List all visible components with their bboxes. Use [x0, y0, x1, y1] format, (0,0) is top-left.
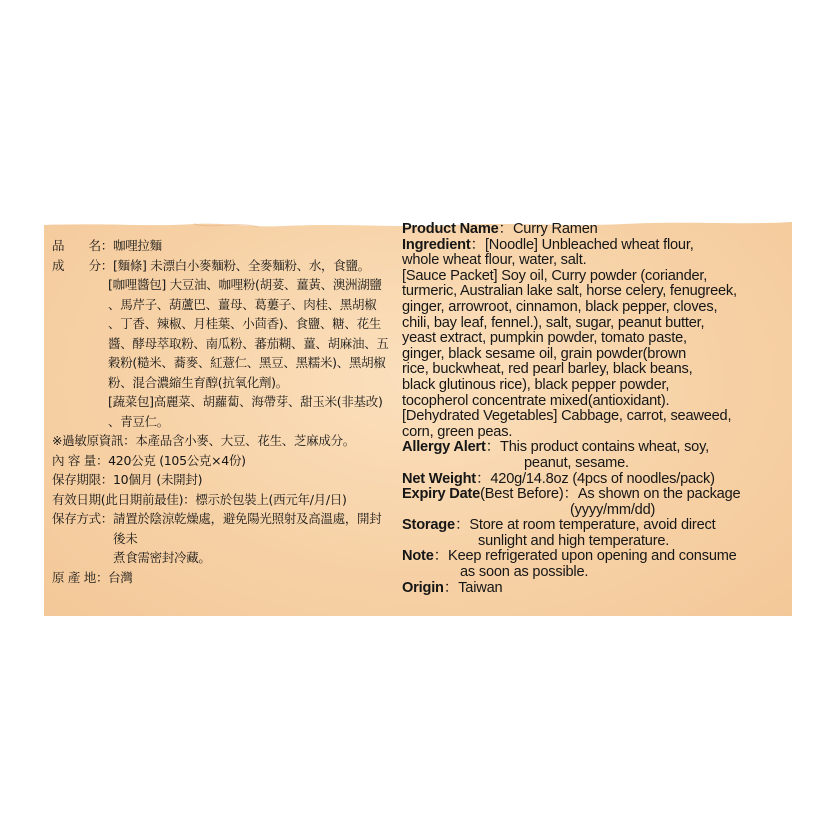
- ingredient-label-card: [44, 218, 792, 616]
- en-sauce-line-7: rice, buckwheat, red pearl barley, black beans,: [402, 361, 693, 378]
- en-storage-row: Storage：Store at room temperature, avoid direct: [402, 517, 716, 534]
- en-product-name-value: Curry Ramen: [512, 221, 598, 237]
- zh-sauce-line-3: 、丁香、辣椒、月桂葉、小茴香)、食鹽、糖、花生: [108, 316, 381, 331]
- zh-shelf-life-row: [52, 470, 392, 490]
- zh-origin-label: 原 產 地：: [52, 569, 109, 585]
- en-note-line-2: as soon as possible.: [460, 564, 589, 581]
- zh-sauce-block: [52, 275, 392, 392]
- chinese-info-column: [52, 236, 392, 587]
- en-sauce-line-1: [Sauce Packet] Soy oil, Curry powder (coriander,: [402, 267, 708, 284]
- en-sauce-line-5: yeast extract, pumpkin powder, tomato paste,: [402, 330, 687, 347]
- zh-origin-row: [52, 568, 392, 588]
- en-expiry-label: Expiry Date: [402, 486, 481, 503]
- en-sauce-line-2: turmeric, Australian lake salt, horse celery, fenugreek,: [402, 283, 737, 300]
- en-sauce-line-3: ginger, arrowroot, cinnamon, black pepper, cloves,: [402, 298, 718, 315]
- en-ingredient-label: Ingredient: [402, 236, 471, 253]
- zh-net-weight-row: [52, 451, 392, 471]
- en-product-name-row: Product Name：Curry Ramen: [402, 221, 598, 237]
- en-net-weight-row: Net Weight：420g/14.8oz (4pcs of noodles/pack): [402, 470, 715, 487]
- en-origin-value: Taiwan: [458, 579, 503, 596]
- en-ingredient-row: Ingredient：[Noodle] Unbleached wheat flour,: [402, 236, 694, 253]
- en-origin-label: Origin: [402, 579, 444, 596]
- en-sauce-line-6: ginger, black sesame oil, grain powder(brown: [402, 345, 687, 362]
- en-expiry-line-1: As shown on the package: [577, 486, 741, 503]
- zh-expiry-label: 有效日期(此日期前最佳)：: [52, 491, 196, 507]
- en-expiry-paren: (Best Before): [480, 486, 564, 503]
- zh-sauce-line-2: 、馬芹子、葫蘆巴、薑母、葛蔞子、肉桂、黑胡椒: [108, 296, 377, 312]
- zh-storage-label: 保存方式：: [52, 511, 114, 526]
- en-allergy-line-1: This product contains wheat, soy,: [500, 439, 709, 456]
- zh-product-name-value: 咖哩拉麵: [113, 238, 162, 253]
- en-origin-row: Origin：Taiwan: [402, 579, 503, 596]
- zh-expiry-value: 標示於包裝上(西元年/月/日): [195, 491, 347, 507]
- zh-veg-line-1: 高麗菜、胡蘿蔔、海帶芽、甜玉米(非基改): [153, 394, 383, 409]
- en-storage-line-1: Store at room temperature, avoid direct: [469, 517, 716, 534]
- en-storage-line-2: sunlight and high temperature.: [478, 532, 670, 549]
- en-note-line-1: Keep refrigerated upon opening and consume: [448, 548, 737, 565]
- zh-product-name-label: 品 名：: [52, 238, 114, 253]
- zh-storage-line-1: 請置於陰涼乾燥處，避免陽光照射及高溫處，開封後未: [113, 511, 382, 546]
- zh-sauce-line-5: 穀粉(糙米、蕎麥、紅薏仁、黑豆、黑糯米)、黑胡椒: [108, 355, 386, 370]
- en-sauce-line-8: black glutinous rice), black pepper powder,: [402, 376, 670, 393]
- en-allergy-label: Allergy Alert: [402, 439, 486, 456]
- en-storage-label: Storage: [402, 517, 455, 534]
- en-expiry-line-2: (yyyy/mm/dd): [570, 501, 656, 518]
- en-noodle-line-1: [Noodle] Unbleached wheat flour,: [484, 236, 694, 253]
- zh-net-weight-label: 內 容 量：: [52, 452, 109, 468]
- zh-net-weight-value: 420公克 (105公克×4份): [108, 452, 246, 468]
- zh-shelf-life-value: 10個月 (未開封): [113, 472, 203, 487]
- zh-ingredient-label: 成 分：: [52, 257, 114, 273]
- zh-sauce-line-4: 醬、酵母萃取粉、南瓜粉、蕃茄糊、薑、胡麻油、五: [108, 335, 389, 351]
- english-info-column: [402, 222, 787, 596]
- zh-ingredient-row: [52, 256, 392, 276]
- en-sauce-line-4: chili, bay leaf, fennel.), salt, sugar, peanut butter,: [402, 314, 705, 331]
- zh-sauce-line-6: 粉、混合濃縮生育醇(抗氧化劑)。: [108, 374, 288, 390]
- en-net-weight-value: 420g/14.8oz (4pcs of noodles/pack): [490, 470, 715, 487]
- zh-sauce-tag: [咖哩醬包]: [108, 277, 166, 292]
- zh-expiry-row: [52, 490, 392, 510]
- zh-origin-value: 台灣: [108, 569, 133, 585]
- zh-veg-block: [52, 392, 392, 431]
- zh-veg-tag: [蔬菜包]: [108, 394, 154, 409]
- en-sauce-line-9: tocopherol concentrate mixed(antioxidant).: [402, 392, 670, 409]
- en-veg-line-1: [Dehydrated Vegetables] Cabbage, carrot, seaweed,: [402, 408, 732, 425]
- zh-noodle-value: 未漂白小麥麵粉、全麥麵粉、水，食鹽。: [146, 257, 370, 273]
- en-note-label: Note: [402, 548, 434, 565]
- zh-storage-line-2: 煮食需密封冷藏。: [113, 550, 211, 565]
- zh-product-name-row: [52, 236, 392, 256]
- en-veg-line-2: corn, green peas.: [402, 423, 513, 440]
- en-net-weight-label: Net Weight: [402, 470, 476, 487]
- zh-allergy-info: ※過敏原資訊：本產品含小麥、大豆、花生、芝麻成分。: [52, 433, 355, 448]
- en-expiry-row: Expiry Date(Best Before)：As shown on the package: [402, 486, 741, 503]
- en-allergy-row: Allergy Alert：This product contains wheat, soy,: [402, 439, 709, 456]
- en-allergy-line-2: peanut, sesame.: [524, 454, 629, 471]
- zh-storage-row: [52, 509, 392, 568]
- zh-veg-line-2: 、青豆仁。: [108, 413, 170, 429]
- en-note-row: Note：Keep refrigerated upon opening and consume: [402, 548, 737, 565]
- en-product-name-label: Product Name: [402, 221, 499, 237]
- zh-shelf-life-label: 保存期限：: [52, 472, 114, 487]
- en-noodle-line-2: whole wheat flour, water, salt.: [402, 252, 587, 269]
- zh-noodle-tag: [麵條]: [113, 257, 147, 273]
- zh-sauce-line-1: 大豆油、咖哩粉(胡荽、薑黃、澳洲湖鹽: [165, 277, 382, 292]
